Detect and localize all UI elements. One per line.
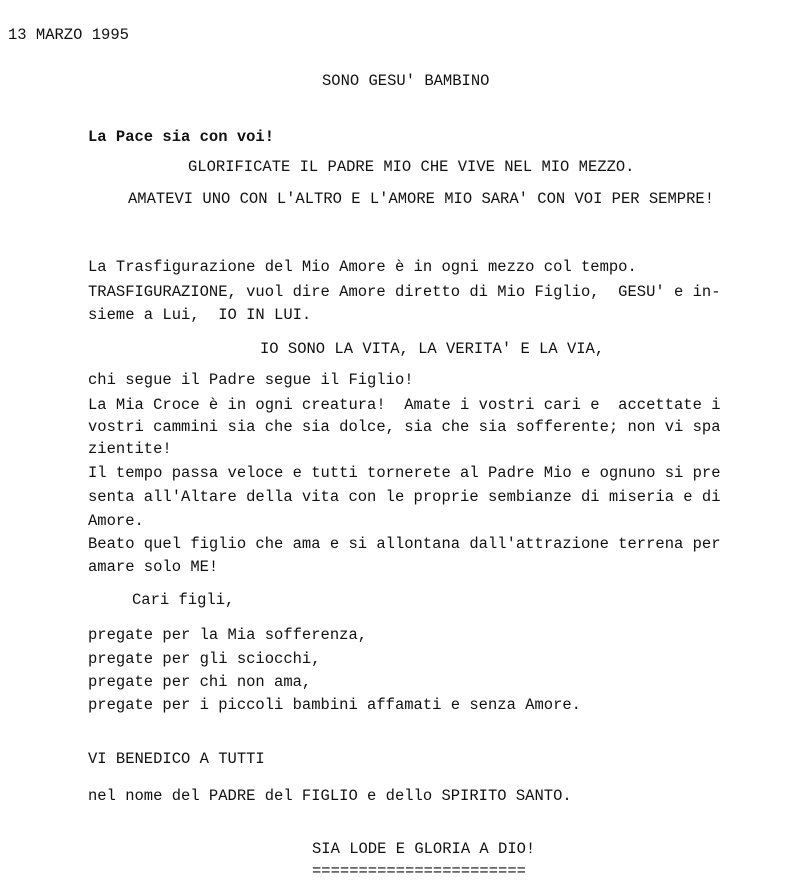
paragraph-1-line-1: La Trasfigurazione del Mio Amore è in ogni mezzo col tempo. xyxy=(88,258,637,276)
document-title: SONO GESU' BAMBINO xyxy=(322,72,490,90)
paragraph-1-line-3: sieme a Lui, IO IN LUI. xyxy=(88,306,312,324)
paragraph-2-line-2: La Mia Croce è in ogni creatura! Amate i vostri cari e accettate i xyxy=(88,396,721,414)
prayer-line-3: pregate per chi non ama, xyxy=(88,673,312,691)
address-line: Cari figli, xyxy=(132,591,235,609)
document-date: 13 MARZO 1995 xyxy=(8,26,129,44)
paragraph-2-line-9: amare solo ME! xyxy=(88,558,219,576)
paragraph-2-line-8: Beato quel figlio che ama e si allontana dall'attrazione terrena per xyxy=(88,535,721,553)
prayer-line-2: pregate per gli sciocchi, xyxy=(88,650,321,668)
paragraph-2-line-1: chi segue il Padre segue il Figlio! xyxy=(88,371,414,389)
paragraph-2-line-6: senta all'Altare della vita con le proprie sembianze di miseria e di xyxy=(88,488,721,506)
greeting: La Pace sia con voi! xyxy=(88,128,275,146)
paragraph-2-line-4: zientite! xyxy=(88,440,172,458)
paragraph-2-line-5: Il tempo passa veloce e tutti tornerete al Padre Mio e ognuno si pre xyxy=(88,464,721,482)
prayer-line-1: pregate per la Mia sofferenza, xyxy=(88,626,368,644)
blessing-heading: VI BENEDICO A TUTTI xyxy=(88,750,265,768)
exhortation-love: AMATEVI UNO CON L'ALTRO E L'AMORE MIO SARA' CON VOI PER SEMPRE! xyxy=(128,190,714,208)
paragraph-1-line-2: TRASFIGURAZIONE, vuol dire Amore diretto di Mio Figlio, GESU' e in- xyxy=(88,283,721,301)
closing-rule: ======================= xyxy=(312,862,526,880)
exhortation-glorify: GLORIFICATE IL PADRE MIO CHE VIVE NEL MIO MEZZO. xyxy=(188,158,635,176)
prayer-line-4: pregate per i piccoli bambini affamati e senza Amore. xyxy=(88,696,581,714)
centered-statement: IO SONO LA VITA, LA VERITA' E LA VIA, xyxy=(260,340,605,358)
blessing-text: nel nome del PADRE del FIGLIO e dello SPIRITO SANTO. xyxy=(88,787,572,805)
paragraph-2-line-3: vostri cammini sia che sia dolce, sia che sia sofferente; non vi spa xyxy=(88,418,721,436)
closing-line: SIA LODE E GLORIA A DIO! xyxy=(312,840,536,858)
paragraph-2-line-7: Amore. xyxy=(88,512,144,530)
